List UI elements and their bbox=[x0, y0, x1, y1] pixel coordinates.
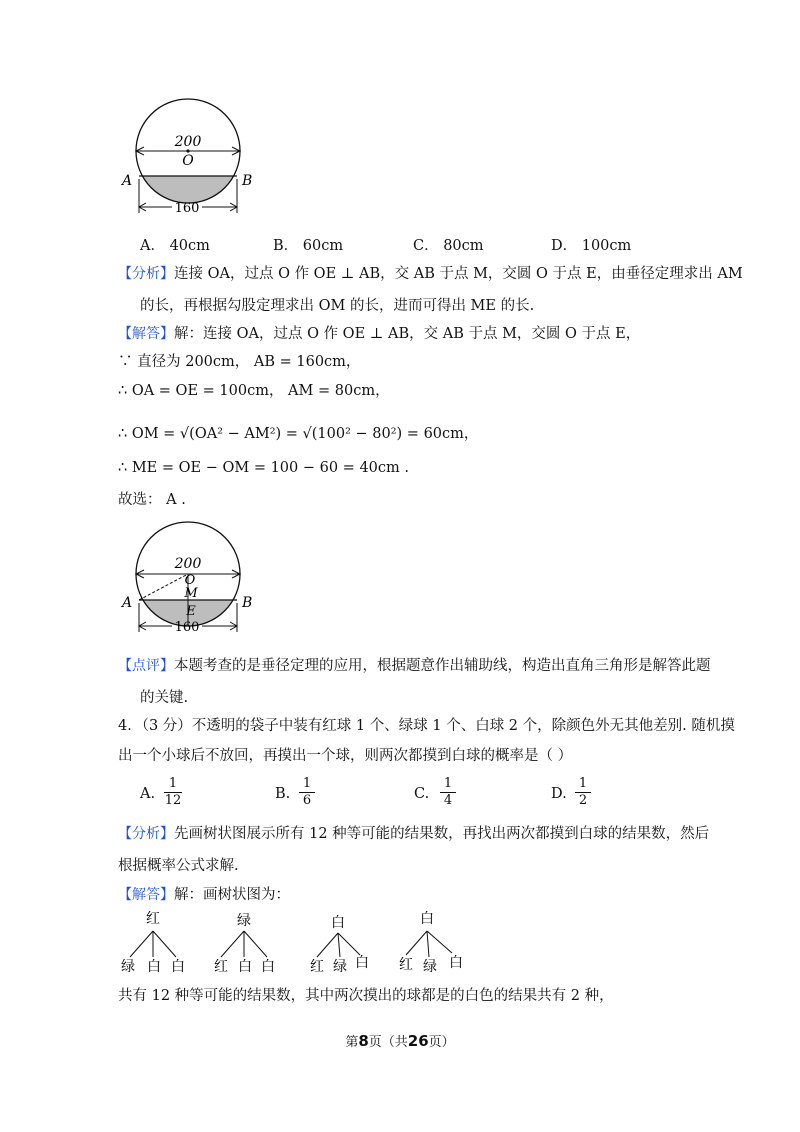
circle-figure-1 bbox=[118, 95, 258, 220]
tree-diagram bbox=[110, 905, 490, 980]
tree-4-root: 白 bbox=[420, 911, 434, 927]
q3-option-c: C． 80cm bbox=[413, 238, 484, 254]
q3-solution-line1: 【解答】解：连接 OA，过点 O 作 OE ⊥ AB，交 AB 于点 M，交圆 O 于点 E， bbox=[118, 326, 641, 342]
q4-option-b-fraction: $\frac{1}{6}$ bbox=[299, 776, 315, 809]
tree-2-leaf-3: 白 bbox=[261, 959, 275, 975]
analysis-tag: 【分析】 bbox=[118, 266, 174, 282]
q4-option-d-fraction: $\frac{1}{2}$ bbox=[575, 776, 591, 809]
q4-option-c-label: C. bbox=[414, 786, 430, 802]
tree-3-leaf-2: 绿 bbox=[333, 959, 347, 975]
tree-1-leaf-3: 白 bbox=[171, 959, 185, 975]
q3-solution-line2: ∵ 直径为 200cm， AB = 160cm， bbox=[118, 354, 361, 370]
fig1-a-label: A bbox=[122, 173, 133, 189]
fig1-chord-label: 160 bbox=[174, 201, 200, 216]
comment-tag: 【点评】 bbox=[118, 658, 174, 674]
q4-option-a-label: A. bbox=[140, 786, 156, 802]
q4-option-a-fraction: $\frac{1}{12}$ bbox=[164, 776, 182, 808]
tree-3-leaf-3: 白 bbox=[355, 955, 369, 971]
tree-2-root: 绿 bbox=[237, 913, 251, 929]
tree-4-leaf-3: 白 bbox=[449, 955, 463, 971]
q4-stem-line2: 出一个小球后不放回，再摸出一个球，则两次都摸到白球的概率是（ ） bbox=[118, 748, 573, 764]
q4-result-line: 共有 12 种等可能的结果数，其中两次摸出的球都是的白色的结果共有 2 种， bbox=[118, 988, 614, 1004]
fig2-a-label: A bbox=[122, 595, 133, 611]
fig1-b-label: B bbox=[242, 173, 253, 189]
q4-solution-line1: 【解答】解：画树状图为： bbox=[118, 887, 290, 903]
tree-2-leaf-2: 白 bbox=[238, 959, 252, 975]
q4-option-b-label: B. bbox=[275, 786, 291, 802]
q4-stem-line1: 4．（3 分）不透明的袋子中装有红球 1 个、绿球 1 个、白球 2 个，除颜色外无其他差别. 随机摸 bbox=[118, 718, 735, 734]
q3-option-b: B． 60cm bbox=[273, 238, 344, 254]
q3-option-d: D． 100cm bbox=[551, 238, 632, 254]
q3-solution-line3: ∴ OA = OE = 100cm， AM = 80cm， bbox=[118, 383, 390, 399]
q3-analysis-line1: 【分析】连接 OA，过点 O 作 OE ⊥ AB，交 AB 于点 M，交圆 O 于点 E，由垂径定理求出 AM bbox=[118, 266, 743, 282]
q4-option-d-label: D. bbox=[551, 786, 567, 802]
tree-4-leaf-2: 绿 bbox=[423, 959, 437, 975]
tree-4 bbox=[399, 911, 463, 975]
q4-analysis-line1: 【分析】先画树状图展示所有 12 种等可能的结果数，再找出两次都摸到白球的结果数，然后 bbox=[118, 826, 710, 842]
fig2-m-label: M bbox=[184, 586, 198, 601]
fig1-diameter-label: 200 bbox=[174, 134, 202, 150]
tree-3-leaf-1: 红 bbox=[310, 959, 324, 975]
fig2-e-label: E bbox=[186, 604, 196, 619]
fig2-chord-label: 160 bbox=[174, 620, 200, 635]
page-footer: 第8页（共26页） bbox=[345, 1032, 455, 1050]
q3-solution-line5: ∴ ME = OE − OM = 100 − 60 = 40cm . bbox=[118, 460, 409, 476]
fig2-diameter-label: 200 bbox=[174, 556, 202, 572]
fig2-b-label: B bbox=[242, 595, 253, 611]
tree-1-leaf-1: 绿 bbox=[121, 959, 135, 975]
tree-1-root: 红 bbox=[146, 911, 160, 927]
fig1-center-label: O bbox=[182, 153, 194, 169]
circle-figure-2 bbox=[118, 518, 258, 638]
page-number: 8 bbox=[358, 1032, 369, 1050]
q3-solution-line6: 故选： A . bbox=[118, 492, 186, 508]
q3-option-a: A． 40cm bbox=[140, 238, 210, 254]
tree-3-root: 白 bbox=[331, 915, 345, 931]
solution-tag: 【解答】 bbox=[118, 326, 174, 342]
total-pages: 26 bbox=[407, 1032, 429, 1050]
analysis-tag: 【分析】 bbox=[118, 826, 174, 842]
q3-solution-line4: ∴ OM = √(OA² − AM²) = √(100² − 80²) = 60cm， bbox=[118, 426, 479, 442]
tree-1 bbox=[121, 911, 185, 975]
tree-2-leaf-1: 红 bbox=[214, 959, 228, 975]
tree-1-leaf-2: 白 bbox=[147, 959, 161, 975]
fig2-center-label: O bbox=[184, 573, 196, 588]
q3-comment-line2: 的关键. bbox=[140, 690, 189, 706]
q3-analysis-line2: 的长，再根据勾股定理求出 OM 的长，进而可得出 ME 的长. bbox=[140, 298, 535, 314]
solution-tag: 【解答】 bbox=[118, 887, 174, 903]
q3-comment-line1: 【点评】本题考查的是垂径定理的应用，根据题意作出辅助线，构造出直角三角形是解答此题 bbox=[118, 658, 711, 674]
tree-4-leaf-1: 红 bbox=[399, 957, 413, 973]
q4-analysis-line2: 根据概率公式求解. bbox=[118, 858, 239, 874]
tree-3 bbox=[310, 915, 369, 975]
tree-2 bbox=[214, 913, 275, 975]
q4-option-c-fraction: $\frac{1}{4}$ bbox=[440, 776, 456, 809]
